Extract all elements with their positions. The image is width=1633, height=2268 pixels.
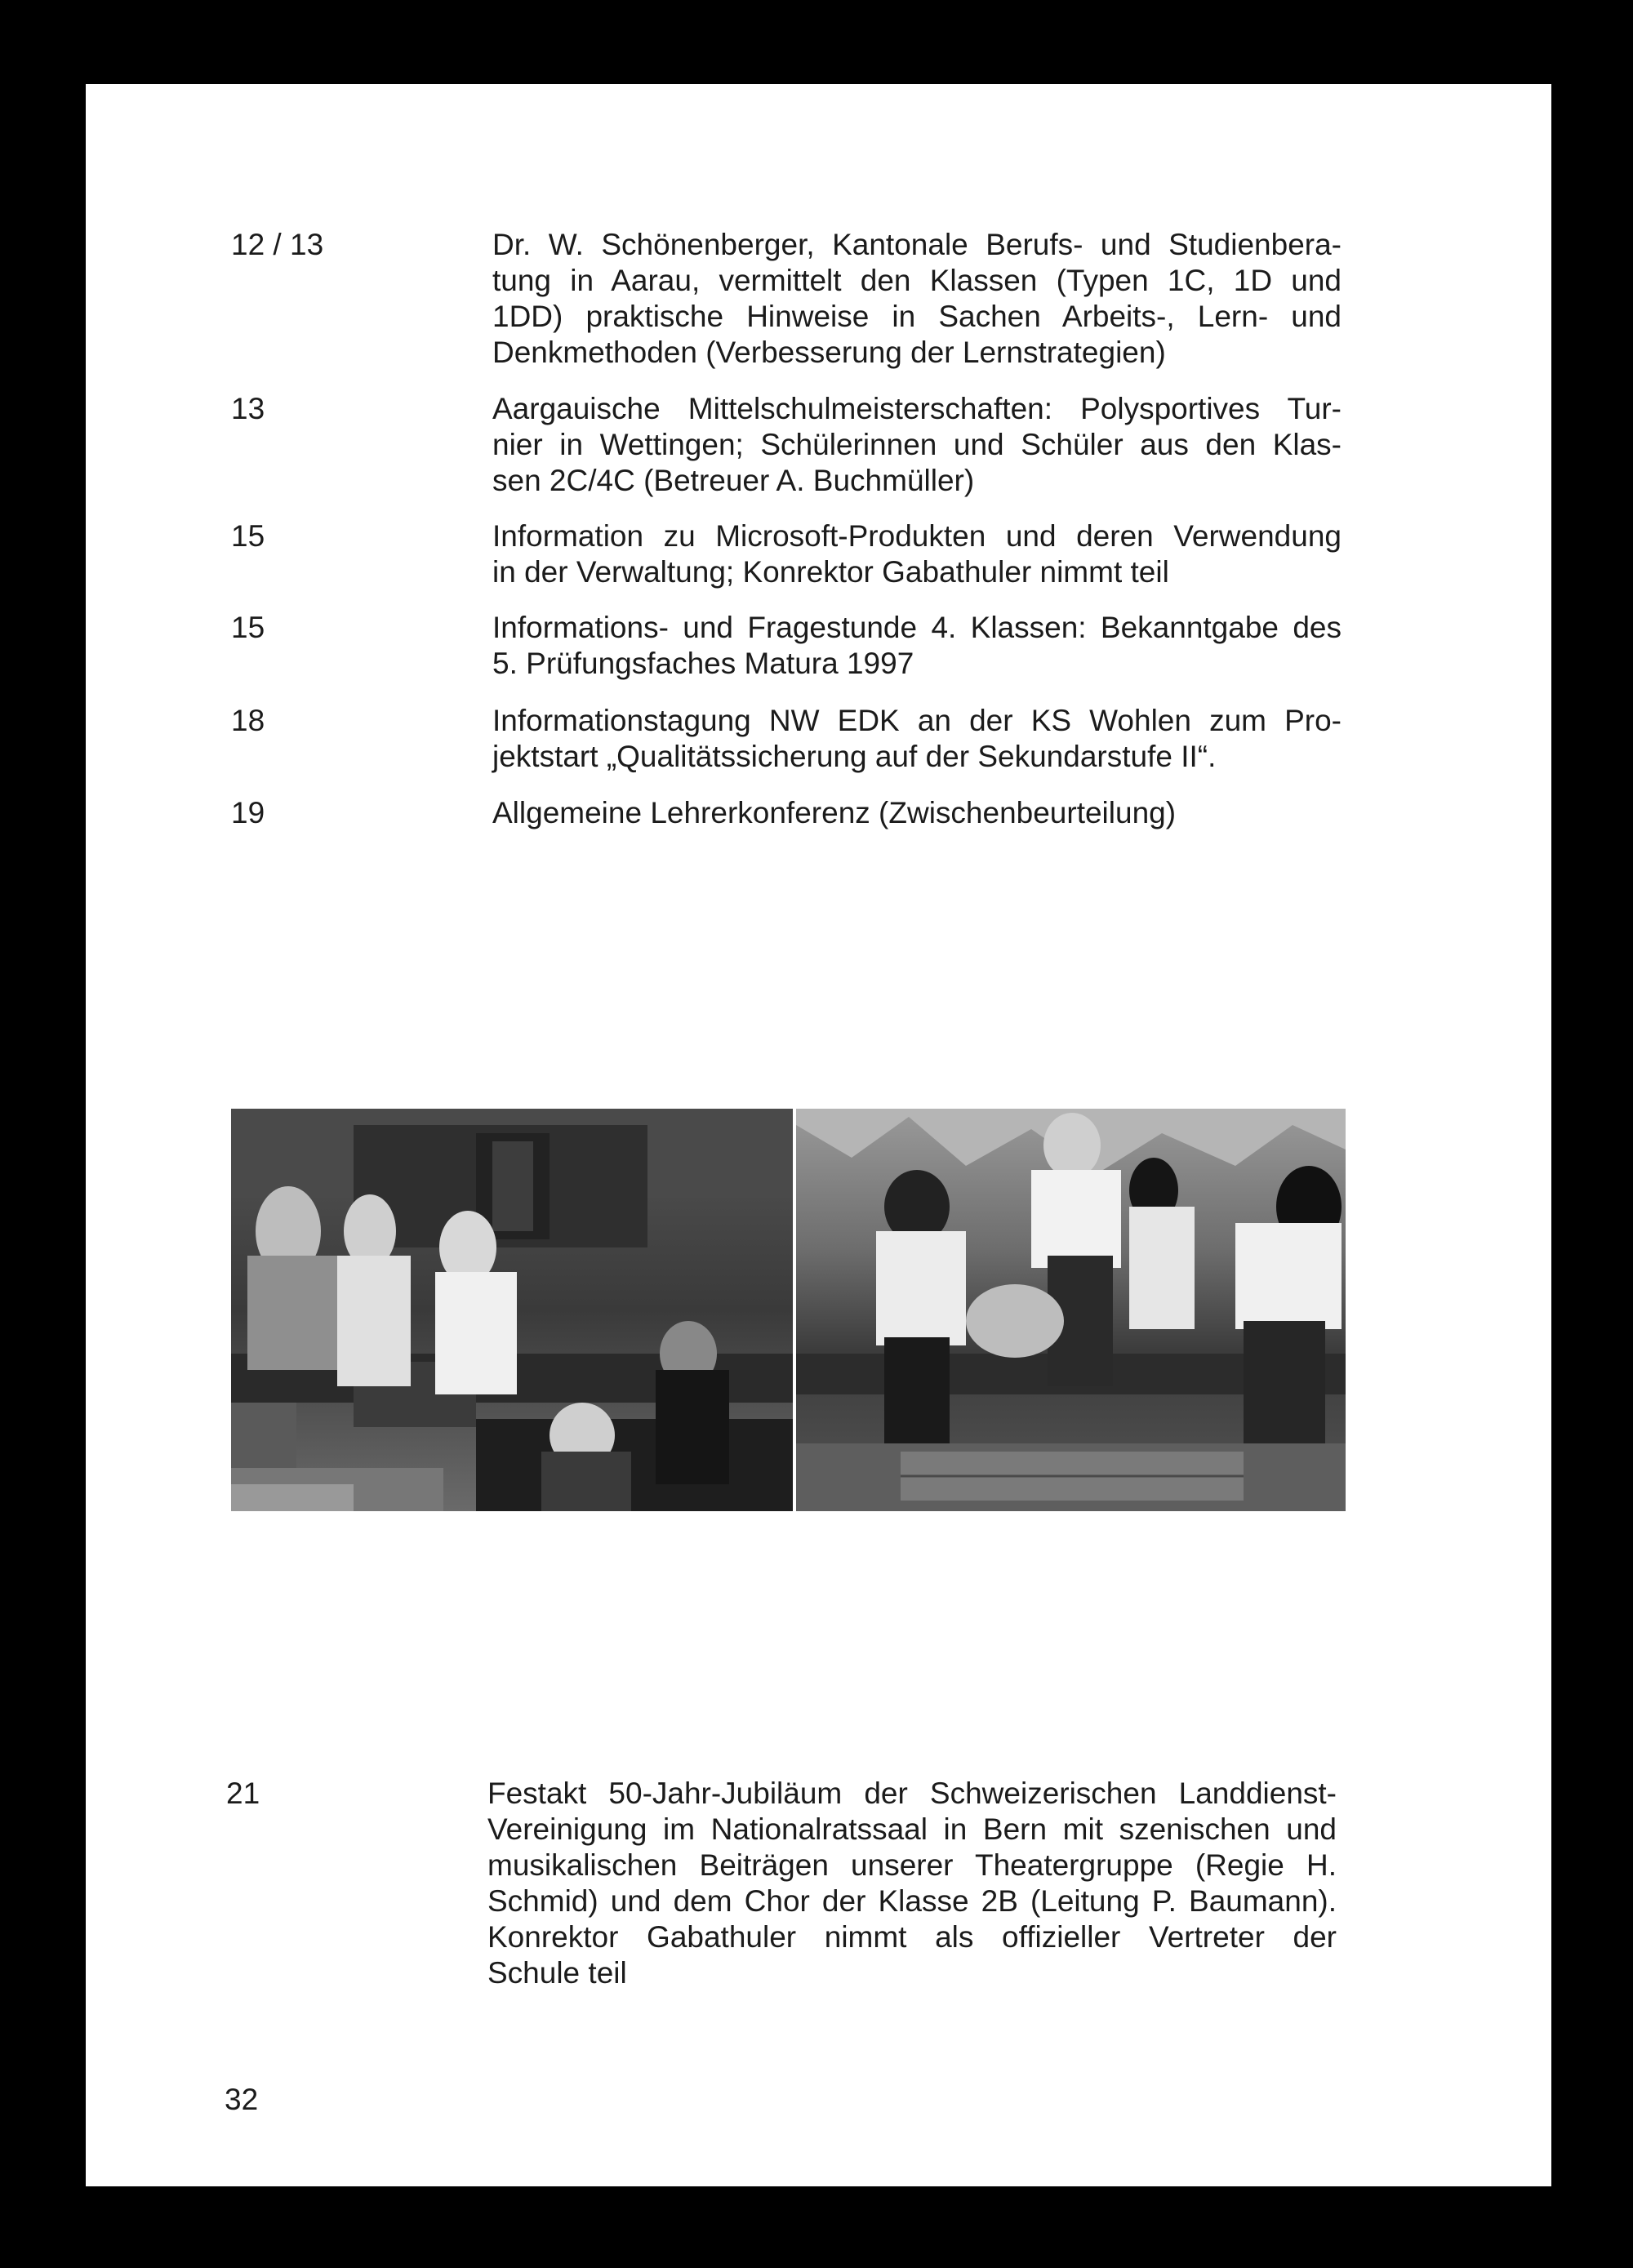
stage-performance-photo [796, 1109, 1346, 1511]
document-page [86, 84, 1551, 2186]
text-line: Festakt 50-Jahr-Jubiläum der Schweizerischen Landdienst- [487, 1777, 1337, 1810]
text-line: Vereinigung im Nationalratssaal in Bern mit szenischen und [487, 1812, 1337, 1846]
text-line: Allgemeine Lehrerkonferenz (Zwischenbeurteilung) [492, 796, 1177, 829]
text-line: 1DD) praktische Hinweise in Sachen Arbeits-, Lern- und [492, 300, 1342, 333]
entry-date: 21 [226, 1777, 260, 1810]
photo-svg [231, 1109, 1346, 1511]
parliament-hall-photo [231, 1109, 793, 1511]
entry-date: 15 [231, 611, 265, 644]
entry-text [487, 1776, 1337, 1991]
text-line: 5. Prüfungsfaches Matura 1997 [492, 647, 914, 680]
text-line: Konrektor Gabathuler nimmt als offizieller Vertreter der [487, 1920, 1337, 1954]
text-line: Schmid) und dem Chor der Klasse 2B (Leitung P. Baumann). [487, 1884, 1337, 1918]
text-line: Informationstagung NW EDK an der KS Wohlen zum Pro- [492, 704, 1342, 737]
entry-text [492, 227, 1342, 371]
entry-text [492, 518, 1342, 590]
entry-text [492, 703, 1342, 775]
text-line: jektstart „Qualitätssicherung auf der Sekundarstufe II“. [492, 740, 1217, 773]
entry-text [492, 610, 1342, 682]
entry-date: 13 [231, 392, 265, 425]
text-line: nier in Wettingen; Schülerinnen und Schüler aus den Klas- [492, 428, 1342, 461]
entry-text [492, 795, 1342, 831]
entry-date: 19 [231, 796, 265, 829]
text-line: Aargauische Mittelschulmeisterschaften: Polysportives Tur- [492, 392, 1342, 425]
text-line: Dr. W. Schönenberger, Kantonale Berufs- und Studienbera- [492, 228, 1342, 261]
text-line: tung in Aarau, vermittelt den Klassen (Typen 1C, 1D und [492, 264, 1342, 297]
photo-pair [231, 1109, 1346, 1511]
text-line: Informations- und Fragestunde 4. Klassen: Bekanntgabe des [492, 611, 1342, 644]
entry-date: 18 [231, 704, 265, 737]
text-line: musikalischen Beiträgen unserer Theatergruppe (Regie H. [487, 1848, 1337, 1882]
page-number: 32 [225, 2083, 259, 2116]
text-line: sen 2C/4C (Betreuer A. Buchmüller) [492, 464, 975, 497]
text-line: Information zu Microsoft-Produkten und deren Verwendung [492, 519, 1342, 553]
text-line: in der Verwaltung; Konrektor Gabathuler nimmt teil [492, 555, 1169, 589]
entry-date: 15 [231, 519, 265, 553]
entry-date: 12 / 13 [231, 228, 324, 261]
text-line: Schule teil [487, 1956, 627, 1990]
entry-text [492, 391, 1342, 499]
text-line: Denkmethoden (Verbesserung der Lernstrategien) [492, 336, 1166, 369]
